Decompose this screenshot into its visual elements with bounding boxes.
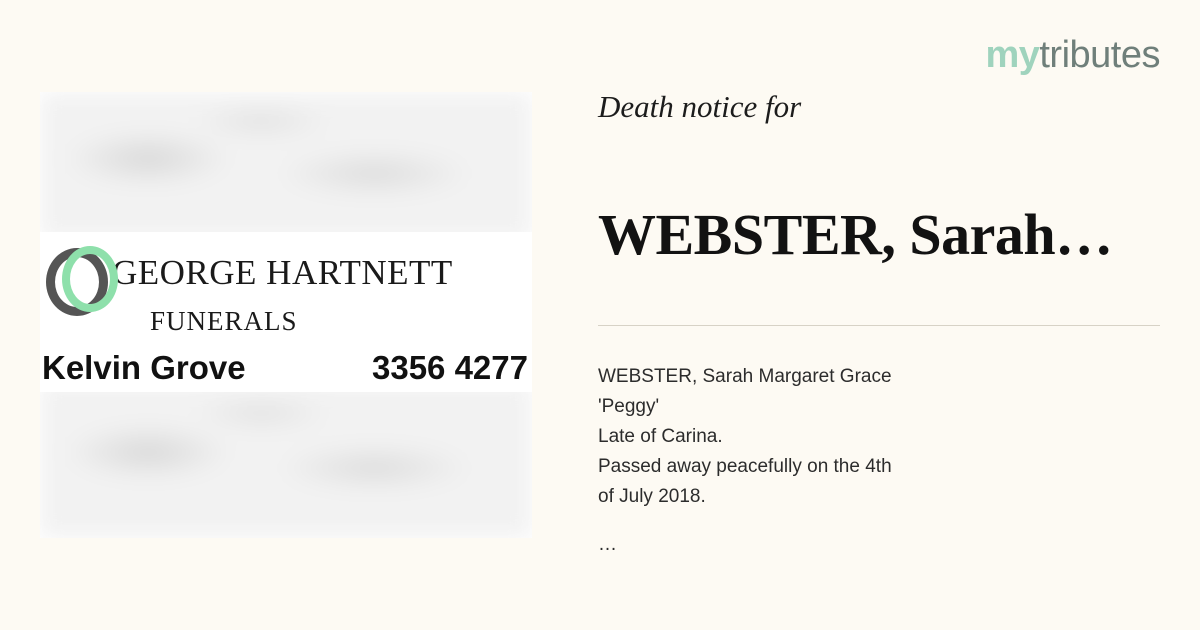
advertisement-names xyxy=(112,252,453,292)
ring-green-shape xyxy=(62,246,118,312)
notice-scan-image[interactable] xyxy=(40,92,532,538)
brand-name-secondary: tributes xyxy=(1039,34,1160,76)
funeral-home-suburb: Kelvin Grove xyxy=(42,349,246,387)
notice-body-line: 'Peggy' xyxy=(598,395,660,417)
advertisement-header xyxy=(40,237,532,309)
notice-body-line: of July 2018. xyxy=(598,485,706,507)
notice-body xyxy=(598,362,1160,560)
notice-truncation-indicator: … xyxy=(598,533,617,555)
brand-name-primary: my xyxy=(985,34,1040,76)
blurred-text-region-bottom xyxy=(40,382,532,538)
funeral-home-phone: 3356 4277 xyxy=(372,349,528,387)
mytributes-logo[interactable] xyxy=(985,36,1160,74)
content-divider xyxy=(598,325,1160,326)
notice-body-line: WEBSTER, Sarah Margaret Grace xyxy=(598,365,892,387)
notice-body-line: Passed away peacefully on the 4th xyxy=(598,455,892,477)
notice-content xyxy=(598,88,1160,560)
notice-body-line: Late of Carina. xyxy=(598,425,723,447)
blurred-text-region-top xyxy=(40,92,532,240)
interlocking-rings-logo-icon xyxy=(42,242,108,304)
funeral-home-advertisement xyxy=(40,232,532,392)
notice-eyebrow: Death notice for xyxy=(598,89,802,124)
advertisement-contact-row xyxy=(40,349,532,387)
funeral-home-subtitle: FUNERALS xyxy=(150,305,298,336)
page-title: WEBSTER, Sarah… xyxy=(598,202,1113,268)
funeral-home-name: GEORGE HARTNETT xyxy=(112,252,453,292)
